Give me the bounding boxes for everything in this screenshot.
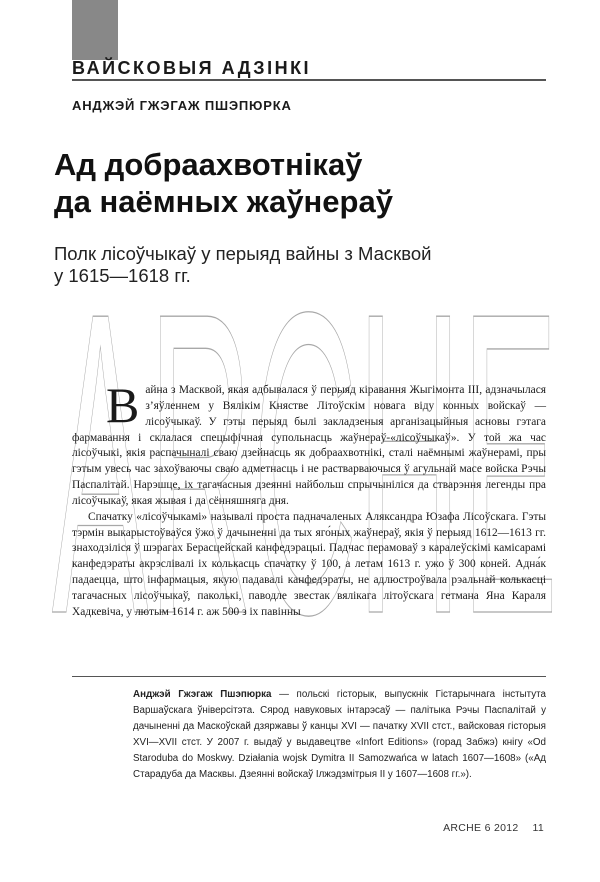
- page-footer: [443, 822, 544, 834]
- title-line-1: Ад добраахвотнікаў: [54, 147, 363, 182]
- bio-separator: [72, 676, 546, 677]
- paragraph-2: Спачатку «лісоўчыкамі» называлі проста падначаленых Аляксандра Юзафа Лісоўскага. Гэты тэрмін выкарыстоўваўся ўжо ў дачыненні да тых яго́ных жаўнераў, якія ў перыяд 1612—1613 гг. знаходзіліся ў шэрагах Берасцейскай канфедэрацыі. Падчас перамоваў з каралеўскімі камісарамі канфедэраты акрэслівалі іх колькасць спачатку ў 100, а летам 1613 г. ужо ў 300 коней. Адна́к падаецца, што інфармацыя, якую падавалі канфедэраты, не адлюстроўвала рэальнай колькасці тагачасных лісоўчыкаў, паколькі, паводле звестак вялікага літоўскага гетмана Яна Караля Хадкевіча, у лютым 1614 г. аж 500 з іх павінны: [72, 510, 546, 618]
- subtitle-line-1: Полк лісоўчыкаў у перыяд вайны з Масквой: [54, 243, 432, 264]
- article-subtitle: [54, 243, 534, 287]
- title-line-2: да наёмных жаўнераў: [54, 184, 393, 219]
- watermark-text: ARCHE: [52, 224, 558, 670]
- bio-author-name: Анджэй Гжэгаж Пшэпюрка: [133, 689, 272, 700]
- subtitle-line-2: у 1615—1618 гг.: [54, 265, 191, 286]
- author-bio: [133, 687, 546, 783]
- header-decor-block: [72, 0, 118, 60]
- page-number: 11: [532, 822, 544, 834]
- journal-issue: ARCHE 6 2012: [443, 822, 519, 834]
- section-label: ВАЙСКОВЫЯ АДЗІНКІ: [72, 58, 312, 78]
- paragraph-1: [72, 377, 546, 510]
- paragraph-1-text: айна з Масквой, якая адбывалася ў перыяд кіравання Жыгімонта III, адзначылася з’яўленнем у Вялікім Княстве Літоўскім новага віду конных войскаў — лісоўчыкаў. У гэты перыяд былі закладзеныя арганізацыйныя асновы гэтага фармавання і склалася спецыфічная супольнасць жаўнераў-«лісоўчыкаў». У той жа час лісоўчыкі, якія распачыналі сваю дзейнасць як добраахвотнікі, сталі наёмнымі жаўнерамі, пры гэтым увесь час захоўваючы сваю адметнасць і не растварваючыся ў агульнай масе войска Рэчы Паспалітай. Нарэшце, іх тагачасныя дзеянні найбольш спрычыніліся да стварэння легенды пра лісоўчыкаў, якая жывая і да сённяшняга дня.: [72, 384, 546, 507]
- bio-text: — польскі гісторык, выпускнік Гістарычнага інстытута Варшаўскага ўніверсітэта. Сярод навуковых інтарэсаў — палітыка Рэчы Паспалітай у дачыненні да Маскоўскай дзяржавы ў канцы XVI — пачатку XVII стст., вайсковая гісторыя XVI—XVII стст. У 2007 г. выдаў у выдавецтве «Infort Editions» (горад Забжэ) кнігу «Od Staroduba do Moskwy. Działania wojsk Dymitra II Samozwańca w latach 1607—1608» («Ад Старадуба да Масквы. Дзеянні войскаў Ілжэдзмітрыя II у 1607—1608 гг.»).: [133, 689, 546, 780]
- drop-cap: В: [106, 377, 140, 433]
- header-rule: [72, 79, 546, 81]
- author-name: АНДЖЭЙ ГЖЭГАЖ ПШЭПЮРКА: [72, 98, 292, 113]
- article-title: [54, 146, 554, 220]
